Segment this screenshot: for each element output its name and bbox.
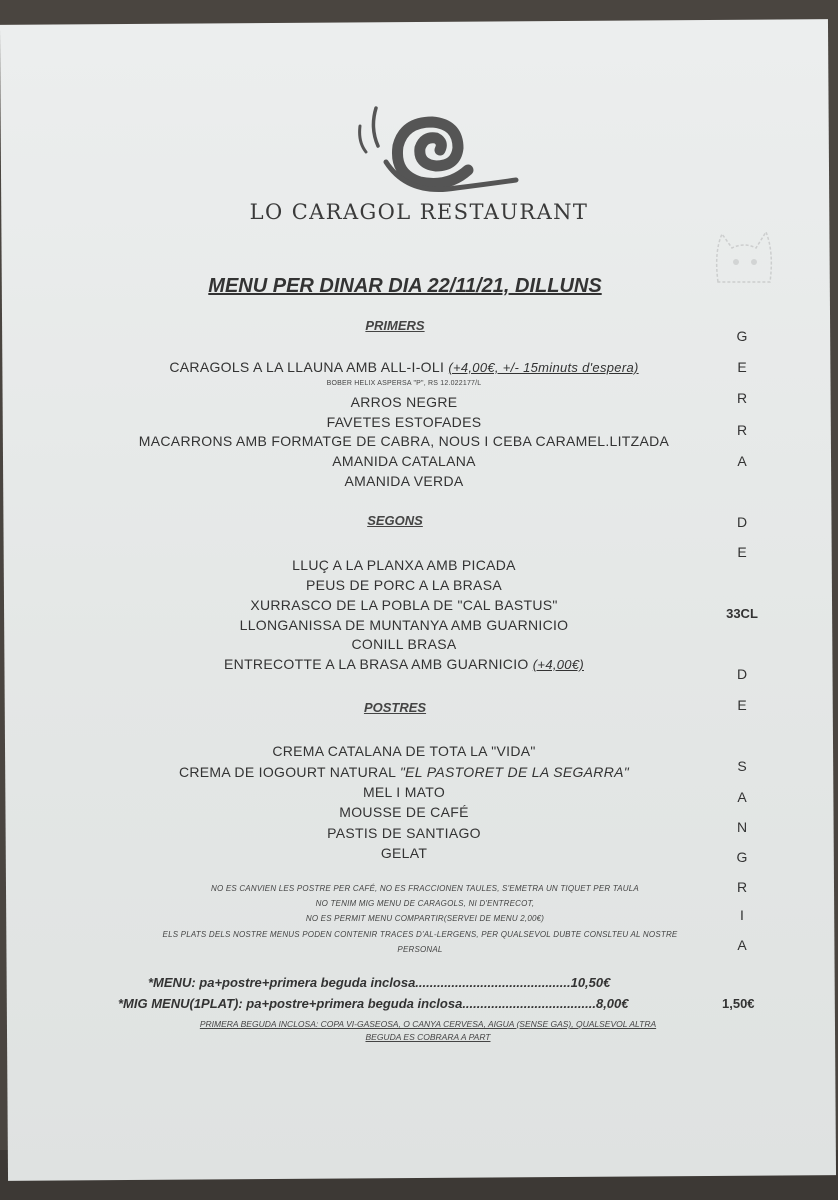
sidebar-size: 33CL [726, 606, 758, 621]
dish-peus-porc: PEUS DE PORC A LA BRASA [306, 577, 502, 593]
dish-caragols-extra: (+4,00€, +/- 15minuts d'espera) [448, 360, 639, 375]
dessert-iogourt [0, 764, 808, 780]
included-drink-line-2: BEGUDA ES COBRARA A PART [365, 1032, 491, 1042]
note-line-5: PERSONAL [397, 945, 443, 954]
dish-entrecotte-name: ENTRECOTTE A LA BRASA AMB GUARNICIO [224, 656, 529, 672]
dish-amanida-catalana: AMANIDA CATALANA [332, 453, 476, 469]
menu-price: *MENU: pa+postre+primera beguda inclosa...........................................10,50€ [148, 975, 611, 990]
sangria-price: 1,50€ [722, 996, 755, 1011]
note-line-1: NO ES CANVIEN LES POSTRE PER CAFÉ, NO ES FRACCIONEN TAULES, S'EMETRA UN TIQUET PER TAULA [211, 884, 639, 893]
dish-entrecotte-extra: (+4,00€) [532, 657, 584, 672]
dish-xurrasco: XURRASCO DE LA POBLA DE "CAL BASTUS" [250, 597, 558, 613]
sidebar-letter: A [737, 937, 747, 953]
dish-macarrons: MACARRONS AMB FORMATGE DE CABRA, NOUS I CEBA CARAMEL.LITZADA [138, 433, 670, 449]
dessert-pastis: PASTIS DE SANTIAGO [327, 825, 481, 841]
sidebar-letter: R [736, 422, 748, 438]
sidebar-letter: E [737, 359, 747, 375]
section-postres: POSTRES [363, 700, 427, 715]
note-line-4: ELS PLATS DELS NOSTRE MENUS PODEN CONTENIR TRACES D'AL-LERGENS, PER QUALSEVOL DUBTE CONSLTEU AL NOSTRE [162, 930, 678, 939]
dish-caragols [0, 359, 808, 375]
restaurant-name: LO CARAGOL RESTAURANT [249, 200, 589, 224]
sidebar-letter: R [736, 879, 748, 895]
note-line-2: NO TENIM MIG MENU DE CARAGOLS, NI D'ENTRECOT, [315, 899, 535, 908]
dish-lluc: LLUÇ A LA PLANXA AMB PICADA [292, 557, 516, 573]
dish-caragols-name: CARAGOLS A LA LLAUNA AMB ALL-I-OLI [169, 359, 445, 375]
dish-favetes: FAVETES ESTOFADES [326, 414, 482, 430]
dish-conill: CONILL BRASA [351, 636, 457, 652]
dessert-mel-mato: MEL I MATO [362, 784, 446, 800]
sidebar-letter: I [740, 907, 744, 923]
dessert-mousse: MOUSSE DE CAFÉ [339, 804, 469, 820]
sidebar-letter: E [737, 544, 747, 560]
sidebar-letter: N [736, 819, 748, 835]
dessert-gelat: GELAT [380, 845, 428, 861]
sidebar-letter: D [736, 514, 748, 530]
sidebar-letter: G [736, 328, 748, 344]
sidebar-letter: G [736, 849, 748, 865]
menu-title: MENU PER DINAR DIA 22/11/21, DILLUNS [208, 275, 602, 297]
dessert-iogourt-brand: "EL PASTORET DE LA SEGARRA" [399, 764, 630, 780]
note-line-3: NO ES PERMIT MENU COMPARTIR(SERVEI DE MENU 2,00€) [305, 914, 545, 923]
section-primers: PRIMERS [365, 318, 425, 333]
sidebar-letter: A [737, 789, 747, 805]
mig-menu-price: *MIG MENU(1PLAT): pa+postre+primera beguda inclosa.....................................8,00€ [118, 996, 629, 1011]
sidebar-letter: S [737, 758, 747, 774]
dish-entrecotte [0, 656, 808, 672]
sidebar-letter: R [736, 390, 748, 406]
caragols-note: BOBER HELIX ASPERSA "P", RS 12.022177/L [326, 380, 482, 387]
dessert-crema-catalana: CREMA CATALANA DE TOTA LA "VIDA" [272, 743, 536, 759]
sidebar-letter: E [737, 697, 747, 713]
sidebar-letter: D [736, 666, 748, 682]
sidebar-letter: A [737, 453, 747, 469]
included-drink-note [118, 1018, 738, 1044]
section-segons: SEGONS [367, 513, 423, 528]
dish-arros-negre: ARROS NEGRE [350, 394, 458, 410]
dish-llonganissa: LLONGANISSA DE MUNTANYA AMB GUARNICIO [239, 617, 569, 633]
dessert-iogourt-name: CREMA DE IOGOURT NATURAL [178, 764, 396, 780]
included-drink-line-1: PRIMERA BEGUDA INCLOSA: COPA VI-GASEOSA, O CANYA CERVESA, AIGUA (SENSE GAS), QUALSEVOL ALTRA [199, 1019, 657, 1029]
dish-amanida-verda: AMANIDA VERDA [344, 473, 464, 489]
snail-logo [348, 104, 523, 196]
